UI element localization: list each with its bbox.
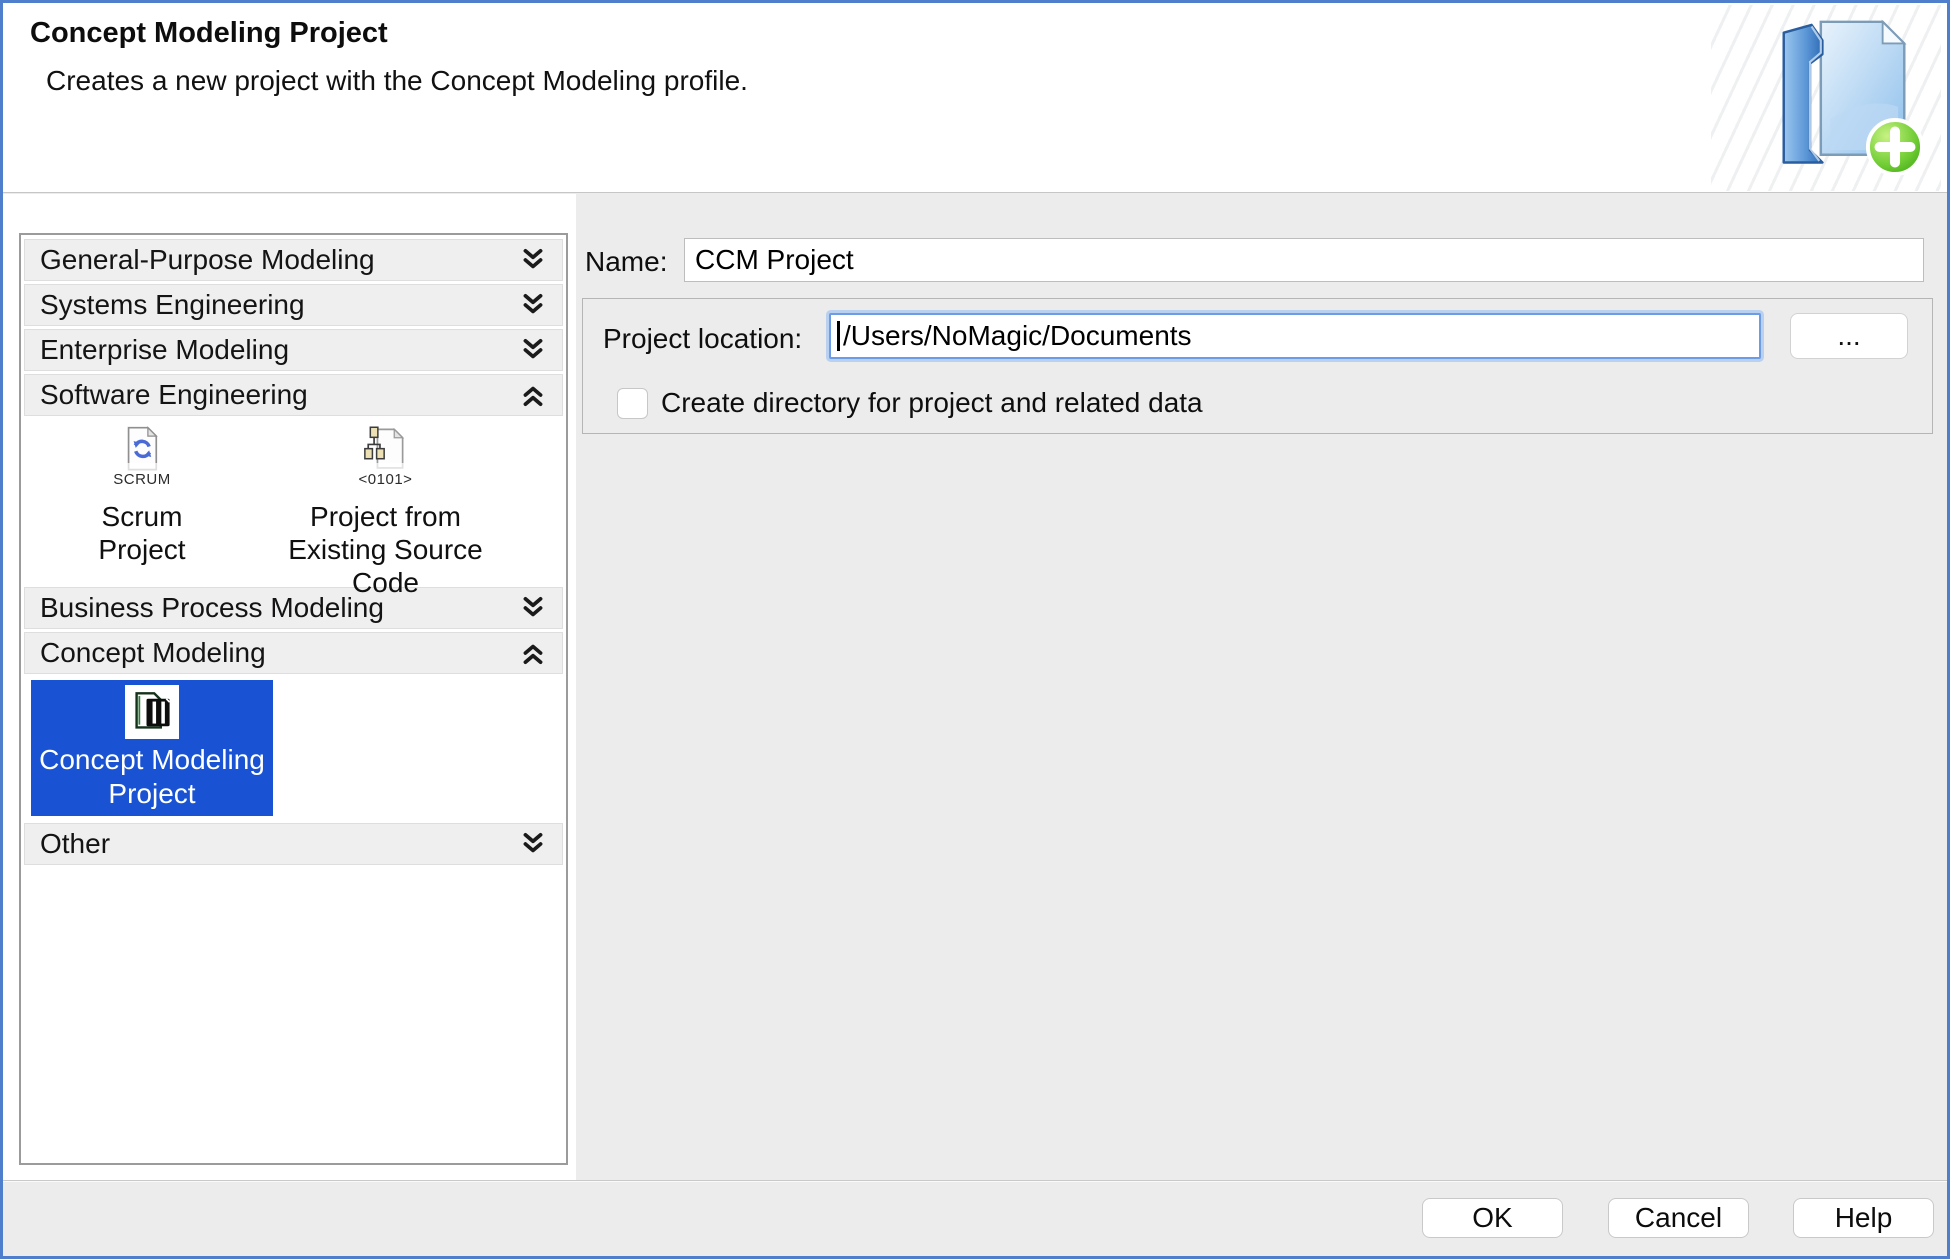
page-subtitle: Creates a new project with the Concept Modeling profile.	[46, 65, 748, 96]
sidebar-item-concept-modeling[interactable]	[24, 632, 563, 674]
dialog-content	[3, 194, 1947, 1180]
concept-modeling-templates	[24, 674, 563, 820]
create-directory-row	[617, 387, 1203, 419]
name-label: Name:	[585, 246, 668, 277]
scrum-icon-text: SCRUM	[113, 463, 171, 496]
concept-modeling-project-icon	[125, 685, 179, 739]
sidebar-item-business-process-modeling[interactable]	[24, 587, 563, 629]
section-label: Other	[40, 828, 111, 859]
chevron-double-down-icon[interactable]	[520, 337, 546, 363]
create-directory-label: Create directory for project and related data	[661, 387, 1203, 418]
section-label: Concept Modeling	[40, 637, 266, 668]
scrum-document-icon	[113, 426, 171, 496]
chevron-double-down-icon[interactable]	[520, 247, 546, 273]
project-location-label: Project location:	[603, 323, 803, 354]
source-code-document-icon	[359, 426, 413, 496]
section-label: Business Process Modeling	[40, 592, 384, 623]
chevron-double-down-icon[interactable]	[520, 831, 546, 857]
chevron-double-up-icon[interactable]	[520, 640, 546, 666]
software-engineering-templates	[24, 416, 563, 598]
sidebar-item-enterprise-modeling[interactable]	[24, 329, 563, 371]
sidebar-item-systems-engineering[interactable]	[24, 284, 563, 326]
chevron-double-down-icon[interactable]	[520, 292, 546, 318]
sidebar-item-software-engineering[interactable]	[24, 374, 563, 416]
section-label: General-Purpose Modeling	[40, 244, 375, 275]
chevron-double-down-icon[interactable]	[520, 595, 546, 621]
source-code-icon-text: <0101>	[359, 463, 413, 496]
new-project-folder-icon	[1711, 5, 1941, 191]
browse-button[interactable]: ...	[1790, 313, 1908, 359]
template-concept-modeling-project-selected[interactable]	[31, 680, 273, 816]
sidebar-item-other[interactable]	[24, 823, 563, 865]
section-label: Enterprise Modeling	[40, 334, 290, 365]
template-chooser-pane	[3, 194, 576, 1180]
template-scrum-project[interactable]	[62, 426, 222, 566]
section-label: Software Engineering	[40, 379, 308, 410]
ok-button[interactable]: OK	[1422, 1198, 1563, 1238]
template-label: Concept Modeling Project	[39, 744, 265, 809]
page-title: Concept Modeling Project	[30, 17, 388, 49]
dialog-header	[3, 3, 1947, 193]
cancel-button[interactable]: Cancel	[1608, 1198, 1749, 1238]
text-cursor	[837, 321, 840, 351]
sidebar-item-general-purpose-modeling[interactable]	[24, 239, 563, 281]
chevron-double-up-icon[interactable]	[520, 382, 546, 408]
project-name-input[interactable]	[684, 238, 1924, 282]
help-button[interactable]: Help	[1793, 1198, 1934, 1238]
section-label: Systems Engineering	[40, 289, 305, 320]
create-directory-checkbox[interactable]	[617, 388, 648, 419]
project-settings-pane	[576, 194, 1947, 1180]
template-project-from-existing-source-code[interactable]	[268, 426, 503, 599]
template-label: Project from Existing Source Code	[288, 501, 483, 598]
dialog-footer	[3, 1180, 1947, 1256]
project-location-input[interactable]	[829, 313, 1761, 359]
template-label: Scrum Project	[98, 501, 186, 565]
template-chooser	[19, 233, 568, 1165]
project-location-group	[582, 298, 1933, 434]
